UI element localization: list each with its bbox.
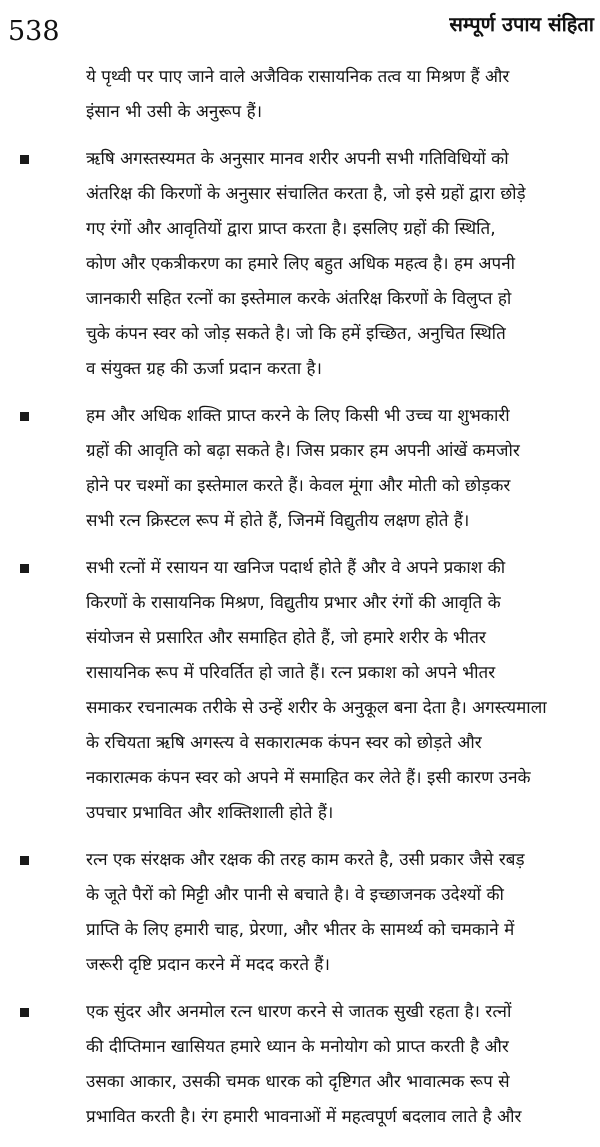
- text-line: उपचार प्रभावित और शक्तिशाली होते हैं।: [86, 803, 334, 823]
- text-line: संयोजन से प्रसारित और समाहित होते हैं, जो हमारे शरीर के भीतर: [86, 628, 486, 648]
- text-line: उसका आकार, उसकी चमक धारक को दृष्टिगत और भावात्मक रूप से: [86, 1072, 510, 1092]
- square-bullet-icon: [20, 1008, 29, 1017]
- text-line: जानकारी सहित रत्नों का इस्तेमाल करके अंतरिक्ष किरणों के विलुप्त हो: [86, 289, 512, 309]
- text-line: गए रंगों और आवृतियों द्वारा प्राप्त करता है। इसलिए ग्रहों की स्थिति,: [86, 219, 496, 239]
- bullet-paragraph: [0, 142, 600, 387]
- text-line: होने पर चश्मों का इस्तेमाल करते हैं। केवल मूंगा और मोती को छोड़कर: [86, 476, 511, 496]
- text-line: प्राप्ति के लिए हमारी चाह, प्रेरणा, और भीतर के सामर्थ्य को चमकाने में: [86, 920, 515, 940]
- intro-paragraph: [0, 60, 600, 130]
- text-line: प्रभावित करती है। रंग हमारी भावनाओं में महत्वपूर्ण बदलाव लाते है और: [86, 1107, 522, 1127]
- page-number: 538: [8, 16, 60, 47]
- page-header: [0, 0, 600, 60]
- bullet-paragraph: [0, 551, 600, 831]
- text-line: एक सुंदर और अनमोल रत्न धारण करने से जातक सुखी रहता है। रत्नों: [86, 1002, 512, 1022]
- text-line: ऋषि अगस्तस्यमत के अनुसार मानव शरीर अपनी सभी गतिविधियों को: [86, 149, 509, 169]
- text-line: रत्न एक संरक्षक और रक्षक की तरह काम करते है, उसी प्रकार जैसे रबड़: [86, 850, 525, 870]
- text-line: ग्रहों की आवृति को बढ़ा सकते है। जिस प्रकार हम अपनी आंखें कमजोर: [86, 441, 520, 461]
- bullet-paragraph: [0, 843, 600, 983]
- running-title: सम्पूर्ण उपाय संहिता: [449, 12, 594, 36]
- square-bullet-icon: [20, 856, 29, 865]
- square-bullet-icon: [20, 155, 29, 164]
- text-line: चुके कंपन स्वर को जोड़ सकते है। जो कि हमें इच्छित, अनुचित स्थिति: [86, 324, 506, 344]
- text-line: इंसान भी उसी के अनुरूप हैं।: [86, 102, 263, 122]
- text-line: सभी रत्न क्रिस्टल रूप में होते हैं, जिनमें विद्युतीय लक्षण होते हैं।: [86, 511, 470, 531]
- text-line: कोण और एकत्रीकरण का हमारे लिए बहुत अधिक महत्व है। हम अपनी: [86, 254, 516, 274]
- text-line: ये पृथ्वी पर पाए जाने वाले अजैविक रासायनिक तत्व या मिश्रण हैं और: [86, 67, 510, 87]
- text-line: अंतरिक्ष की किरणों के अनुसार संचालित करता है, जो इसे ग्रहों द्वारा छोड़े: [86, 184, 526, 204]
- text-line: नकारात्मक कंपन स्वर को अपने में समाहित कर लेते हैं। इसी कारण उनके: [86, 768, 531, 788]
- square-bullet-icon: [20, 564, 29, 573]
- text-line: सभी रत्नों में रसायन या खनिज पदार्थ होते हैं और वे अपने प्रकाश की: [86, 558, 506, 578]
- text-line: समाकर रचनात्मक तरीके से उन्हें शरीर के अनुकूल बना देता है। अगस्त्यमाला: [86, 698, 547, 718]
- square-bullet-icon: [20, 412, 29, 421]
- text-line: किरणों के रासायनिक मिश्रण, विद्युतीय प्रभार और रंगों की आवृति के: [86, 593, 501, 613]
- bullet-paragraph: [0, 995, 600, 1135]
- text-line: व संयुक्त ग्रह की ऊर्जा प्रदान करता है।: [86, 359, 322, 379]
- text-line: हम और अधिक शक्ति प्राप्त करने के लिए किसी भी उच्च या शुभकारी: [86, 406, 510, 426]
- text-line: जरूरी दृष्टि प्रदान करने में मदद करते हैं।: [86, 955, 330, 975]
- text-line: के जूते पैरों को मिट्टी और पानी से बचाते है। वे इच्छाजनक उदेश्यों की: [86, 885, 504, 905]
- bullet-paragraph: [0, 399, 600, 539]
- text-line: की दीप्तिमान खासियत हमारे ध्यान के मनोयोग को प्राप्त करती है और: [86, 1037, 509, 1057]
- page-body: [0, 60, 600, 1147]
- text-line: रासायनिक रूप में परिवर्तित हो जाते हैं। रत्न प्रकाश को अपने भीतर: [86, 663, 496, 683]
- text-line: के रचियता ऋषि अगस्त्य वे सकारात्मक कंपन स्वर को छोड़ते और: [86, 733, 482, 753]
